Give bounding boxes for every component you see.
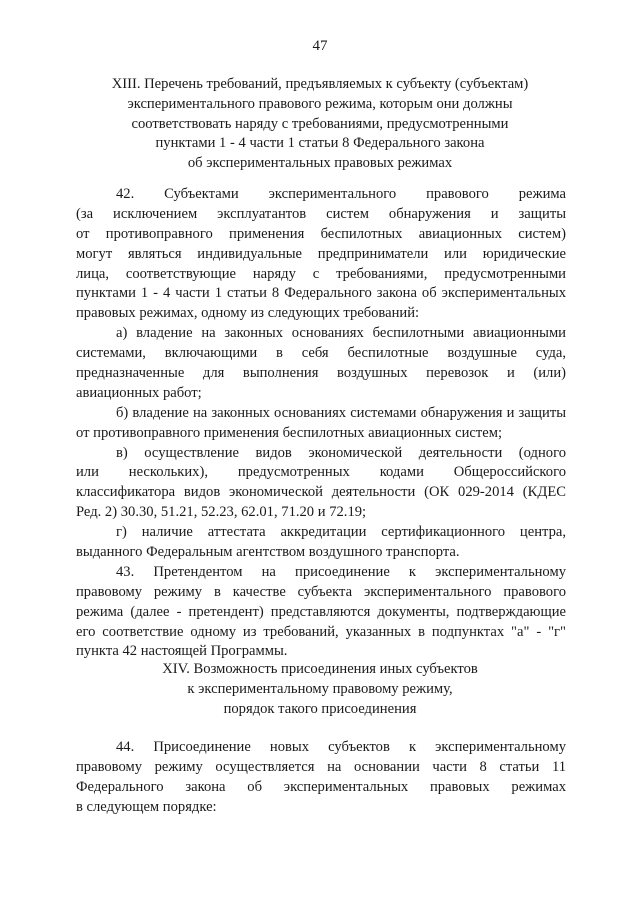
section-xiv-body	[76, 738, 566, 818]
paragraph-42-line: от противоправного применения беспилотных авиационных систем)	[76, 225, 566, 242]
heading-line: экспериментального правового режима, которым они должны	[127, 95, 513, 112]
paragraph-42-line: могут являться индивидуальные предприниматели или юридические	[76, 245, 566, 262]
paragraph-42-line: пунктами 1 - 4 части 1 статьи 8 Федерального закона об экспериментальных	[76, 285, 566, 302]
item-b-line: от противоправного применения беспилотных авиационных систем;	[76, 424, 503, 441]
item-a-line: а) владение на законных основаниях беспилотными авиационными	[116, 325, 566, 342]
item-v-line: классификатора видов экономической деятельности (ОК 029-2014 (КДЕС	[76, 484, 566, 501]
page-number: 47	[312, 38, 328, 54]
item-b-line: б) владение на законных основаниях системами обнаружения и защиты	[116, 404, 566, 421]
paragraph-43-line: режима (далее - претендент) представляются документы, подтверждающие	[76, 603, 566, 620]
paragraph-43-line: пункта 42 настоящей Программы.	[76, 643, 288, 660]
paragraph-43-line: правовому режиму в качестве субъекта экспериментального правового	[76, 583, 566, 600]
paragraph-44-line: Федерального закона об экспериментальных правовых режимах	[76, 778, 566, 795]
item-a-line: предназначенные для выполнения воздушных перевозок и (или)	[76, 365, 566, 382]
item-a-line: авиационных работ;	[76, 384, 202, 401]
section-xiii-heading	[60, 75, 580, 174]
paragraph-42-line: (за исключением эксплуатантов систем обнаружения и защиты	[76, 205, 566, 222]
heading-line: пунктами 1 - 4 части 1 статьи 8 Федерального закона	[155, 135, 485, 152]
heading-line: соответствовать наряду с требованиями, предусмотренными	[131, 115, 509, 132]
paragraph-42-line: лица, соответствующие наряду с требованиями, предусмотренными	[76, 265, 566, 282]
paragraph-44-line: 44. Присоединение новых субъектов к экспериментальному	[116, 739, 566, 755]
paragraph-42-line: 42. Субъектами экспериментального правового режима	[116, 186, 566, 202]
section-xiii-body	[76, 185, 566, 662]
item-g-line: выданного Федеральным агентством воздушного транспорта.	[76, 544, 460, 561]
paragraph-44-line: правовому режиму осуществляется на основании части 8 статьи 11	[76, 758, 566, 775]
item-v-line: в) осуществление видов экономической деятельности (одного	[116, 444, 566, 461]
item-v-line: или нескольких), предусмотренных кодами Общероссийского	[76, 464, 566, 481]
item-v-line: Ред. 2) 30.30, 51.21, 52.23, 62.01, 71.20 и 72.19;	[76, 504, 367, 521]
heading-line: об экспериментальных правовых режимах	[187, 155, 453, 172]
heading-line: порядок такого присоединения	[223, 700, 417, 717]
paragraph-43-line: его соответствие одному из требований, указанных в подпунктах "а" - "г"	[76, 623, 566, 640]
heading-line: к экспериментальному правовому режиму,	[187, 680, 453, 697]
section-xiv-heading	[60, 660, 580, 719]
paragraph-43-line: 43. Претендентом на присоединение к экспериментальному	[116, 563, 566, 580]
paragraph-42-line: правовых режимах, одному из следующих требований:	[76, 305, 420, 322]
item-g-line: г) наличие аттестата аккредитации сертификационного центра,	[116, 524, 566, 541]
heading-line: XIV. Возможность присоединения иных субъектов	[162, 661, 478, 677]
item-a-line: системами, включающими в себя беспилотные воздушные суда,	[76, 345, 566, 362]
paragraph-44-line: в следующем порядке:	[76, 798, 217, 815]
heading-line: XIII. Перечень требований, предъявляемых к субъекту (субъектам)	[111, 76, 529, 92]
